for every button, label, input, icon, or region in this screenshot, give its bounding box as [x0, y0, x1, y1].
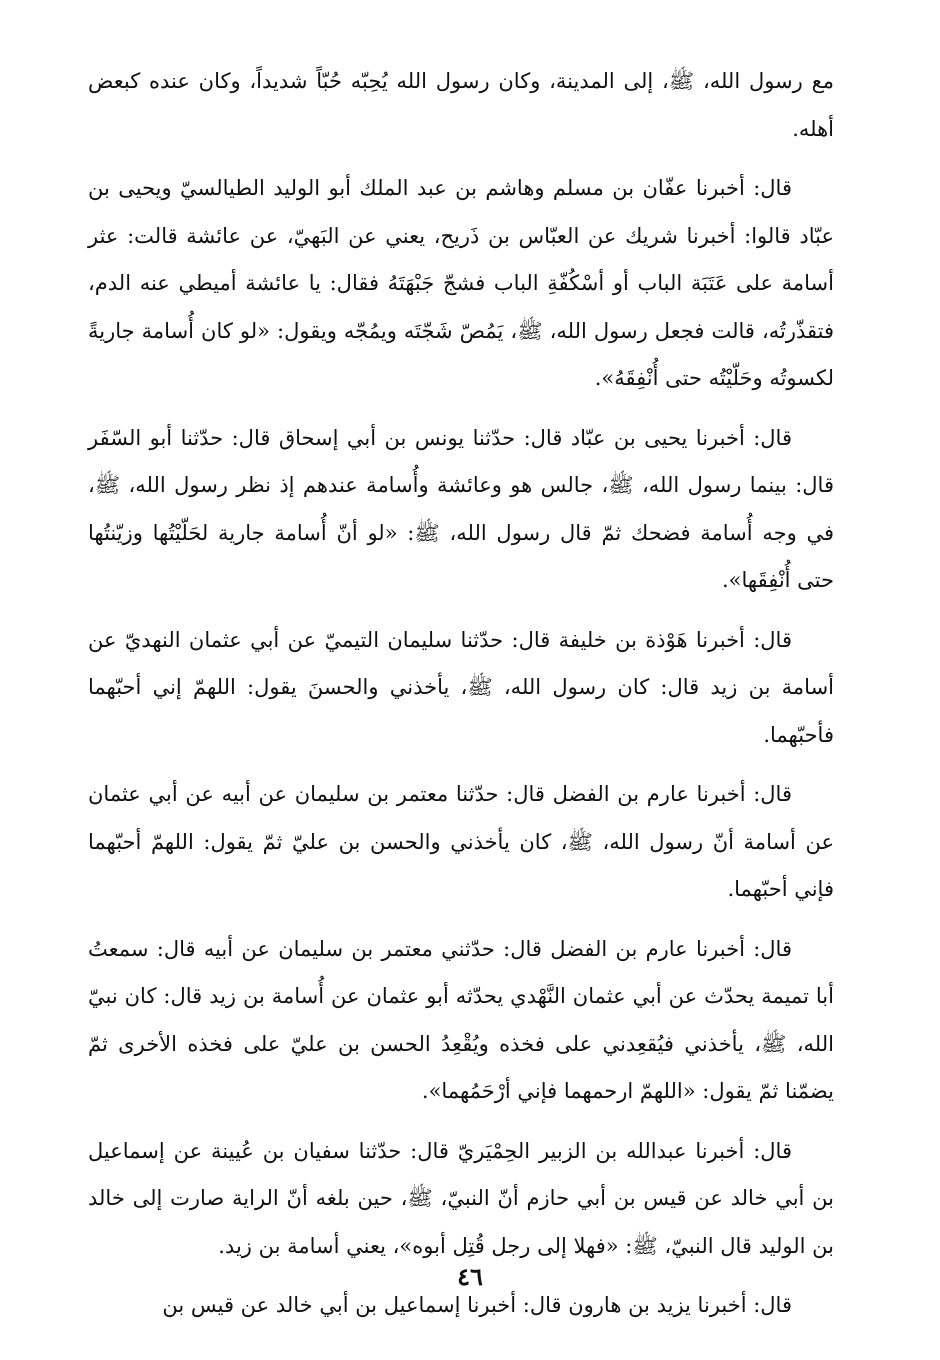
paragraph-4: قال: أخبرنا هَوْذة بن خليفة قال: حدّثنا سليمان التيميّ عن أبي عثمان النهديّ عن أسامة بن زيد قال: كان رسول الله، ﷺ، يأخذني والحسنَ يقول: اللهمّ إني أحبّهما فأحبّهما.	[88, 627, 834, 747]
paragraph-2: قال: أخبرنا عفّان بن مسلم وهاشم بن عبد الملك أبو الوليد الطيالسيّ ويحيى بن عبّاد قالوا: أخبرنا شريك عن العبّاس بن ذَريح، يعني عن البَهيّ، عن عائشة قالت: عثر أسامة على عَتَبَة الباب أو أسْكُفّةِ الباب فشجّ جَبْهَتَهُ فقال: يا عائشة أميطي عنه الدم، فتقذّرتُه، قالت فجعل رسول الله، ﷺ، يَمُصّ شَجّتَه ويمُجّه ويقول: «لو كان أُسامة جاريةً لكسوتُه وحَلّيْتُه حتى أُنْفِقَهُ».	[88, 176, 834, 390]
paragraph-5: قال: أخبرنا عارم بن الفضل قال: حدّثنا معتمر بن سليمان عن أبيه عن أبي عثمان عن أسامة أنّ رسول الله، ﷺ، كان يأخذني والحسن بن عليّ ثمّ يقول: اللهمّ أحبّهما فإني أحبّهما.	[88, 782, 834, 901]
paragraph-6: قال: أخبرنا عارم بن الفضل قال: حدّثني معتمر بن سليمان عن أبيه قال: سمعتُ أبا تميمة يحدّث عن أبي عثمان النَّهْدي يحدّثه أبو عثمان عن أُسامة بن زيد قال: كان نبيّ الله، ﷺ، يأخذني فيُقعِدني على فخذه ويُقْعِدُ الحسن بن عليّ على فخذه الأخرى ثمّ يضمّنا ثمّ يقول: «اللهمّ ارحمهما فإني أرْحَمُهما».	[88, 936, 834, 1103]
paragraph-7: قال: أخبرنا عبدالله بن الزبير الحِمْيَريّ قال: حدّثنا سفيان بن عُيينة عن إسماعيل بن أبي خالد عن قيس بن أبي حازم أنّ النبيّ، ﷺ، حين بلغه أنّ الراية صارت إلى خالد بن الوليد قال النبيّ، ﷺ: «فهلا إلى رجل قُتِل أبوه»، يعني أسامة بن زيد.	[88, 1138, 834, 1258]
paragraph-8: قال: أخبرنا يزيد بن هارون قال: أخبرنا إسماعيل بن أبي خالد عن قيس بن	[162, 1293, 792, 1317]
page-body	[88, 58, 834, 1342]
paragraph-3: قال: أخبرنا يحيى بن عبّاد قال: حدّثنا يونس بن أبي إسحاق قال: حدّثنا أبو السّفَر قال: بينما رسول الله، ﷺ، جالس هو وعائشة وأُسامة عندهم إذ نظر رسول الله، ﷺ، في وجه أُسامة فضحك ثمّ قال رسول الله، ﷺ: «لو أنّ أُسامة جارية لحَلّيْتُها وزيّنتُها حتى أُنْفِقَها».	[88, 425, 834, 592]
page-number: ٤٦	[457, 1262, 483, 1291]
paragraph-1: مع رسول الله، ﷺ، إلى المدينة، وكان رسول الله يُحِبّه حُبّاً شديداً، وكان عنده كبعض أهله.	[88, 69, 834, 141]
